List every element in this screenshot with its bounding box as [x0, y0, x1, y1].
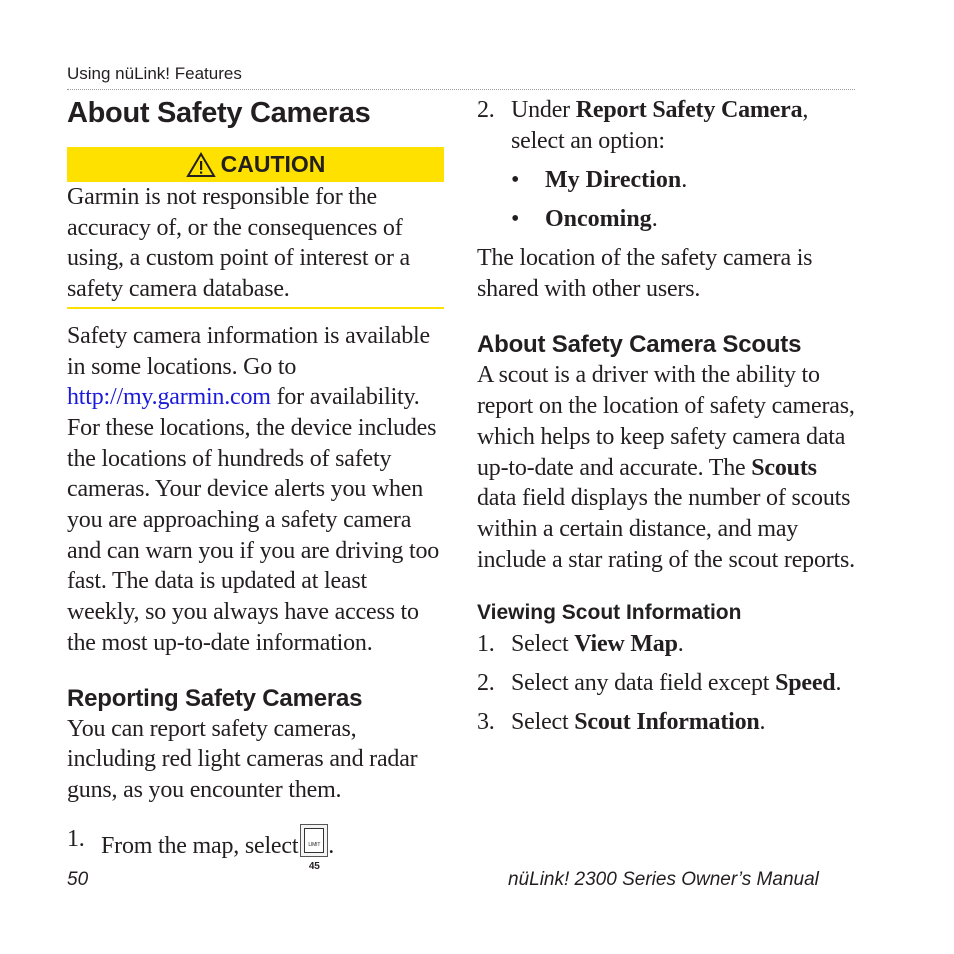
option-period: .: [681, 167, 688, 193]
limit-icon-caption: LIMIT: [308, 841, 321, 848]
step-text: [511, 95, 857, 157]
running-header: Using nüLink! Features: [67, 64, 242, 83]
scouts-heading: About Safety Camera Scouts: [477, 331, 802, 359]
bullet: •: [511, 167, 520, 193]
caution-label: CAUTION: [220, 151, 326, 177]
warning-triangle-icon: [186, 152, 216, 178]
step-prefix: Select: [511, 709, 575, 736]
caution-banner: [67, 147, 444, 182]
step-number: 3.: [477, 709, 495, 736]
step-prefix: Select: [511, 631, 575, 658]
limit-icon-value: 45: [308, 860, 320, 872]
option-label: My Direction: [545, 167, 682, 193]
intro-paragraph: [67, 321, 445, 659]
view-step-1: [477, 629, 857, 660]
step-period: .: [759, 709, 766, 736]
step-2-suffix: , select an option:: [511, 97, 809, 154]
step-period: .: [835, 670, 842, 697]
step-text: [101, 824, 335, 872]
scouts-text-after: data field displays the number of scouts within a certain distance, and may include a star rating of the scout reports.: [477, 485, 855, 573]
reporting-text: You can report safety cameras, including red light cameras and radar guns, as you encounter them.: [67, 715, 418, 803]
shared-text: The location of the safety camera is shared with other users.: [477, 245, 813, 302]
option-oncoming: [511, 204, 857, 235]
scouts-field-label: Scouts: [751, 454, 817, 481]
page-title: About Safety Cameras: [67, 97, 371, 129]
view-map-label: View Map: [574, 631, 678, 658]
scouts-text-before: A scout is a driver with the ability to report on the location of safety cameras, which helps to keep safety camera data up-to-date and accurate. The: [477, 362, 855, 481]
report-safety-camera-label: Report Safety Camera: [575, 97, 803, 123]
reporting-heading: Reporting Safety Cameras: [67, 684, 363, 712]
scout-information-label: Scout Information: [574, 709, 760, 736]
garmin-link[interactable]: http://my.garmin.com: [67, 384, 271, 411]
header-divider: [67, 89, 855, 90]
step-number: 2.: [477, 97, 495, 123]
step-number: 1.: [67, 825, 85, 852]
option-label: Oncoming: [545, 206, 652, 232]
manual-title: nüLink! 2300 Series Owner’s Manual: [508, 869, 819, 890]
step-number: 1.: [477, 631, 495, 658]
step-prefix: Select any data field except: [511, 670, 776, 697]
report-step-2: [477, 95, 857, 157]
step-1-label: From the map, select: [101, 832, 299, 859]
caution-rule: [67, 307, 444, 309]
right-column: [477, 95, 857, 738]
report-step-1: [67, 824, 445, 872]
step-period: .: [677, 631, 684, 658]
page-number: 50: [67, 869, 89, 890]
intro-text-before: Safety camera information is available in some locations. Go to: [67, 322, 430, 380]
bullet: •: [511, 206, 520, 232]
option-period: .: [651, 206, 658, 232]
step-number: 2.: [477, 670, 495, 697]
step-2-prefix: Under: [511, 97, 576, 123]
view-step-3: [477, 707, 857, 738]
intro-text-after: for availability. For these locations, the device includes the locations of hundreds of safety cameras. Your device alerts you when you are approaching a safety camera and can warn you if you are driving too fast. The data is updated at least weekly, so you always have access to the most up-to-date information.: [67, 384, 440, 656]
step-1-period: .: [328, 832, 335, 859]
caution-text: Garmin is not responsible for the accuracy of, or the consequences of using, a custom point of interest or a safety camera database.: [67, 184, 411, 303]
speed-label: Speed: [775, 670, 836, 697]
left-column: [67, 96, 445, 872]
viewing-heading: Viewing Scout Information: [477, 601, 742, 625]
scouts-paragraph: [477, 360, 857, 575]
view-step-2: [477, 668, 857, 699]
option-my-direction: [511, 165, 857, 196]
speed-limit-icon: [300, 824, 328, 872]
